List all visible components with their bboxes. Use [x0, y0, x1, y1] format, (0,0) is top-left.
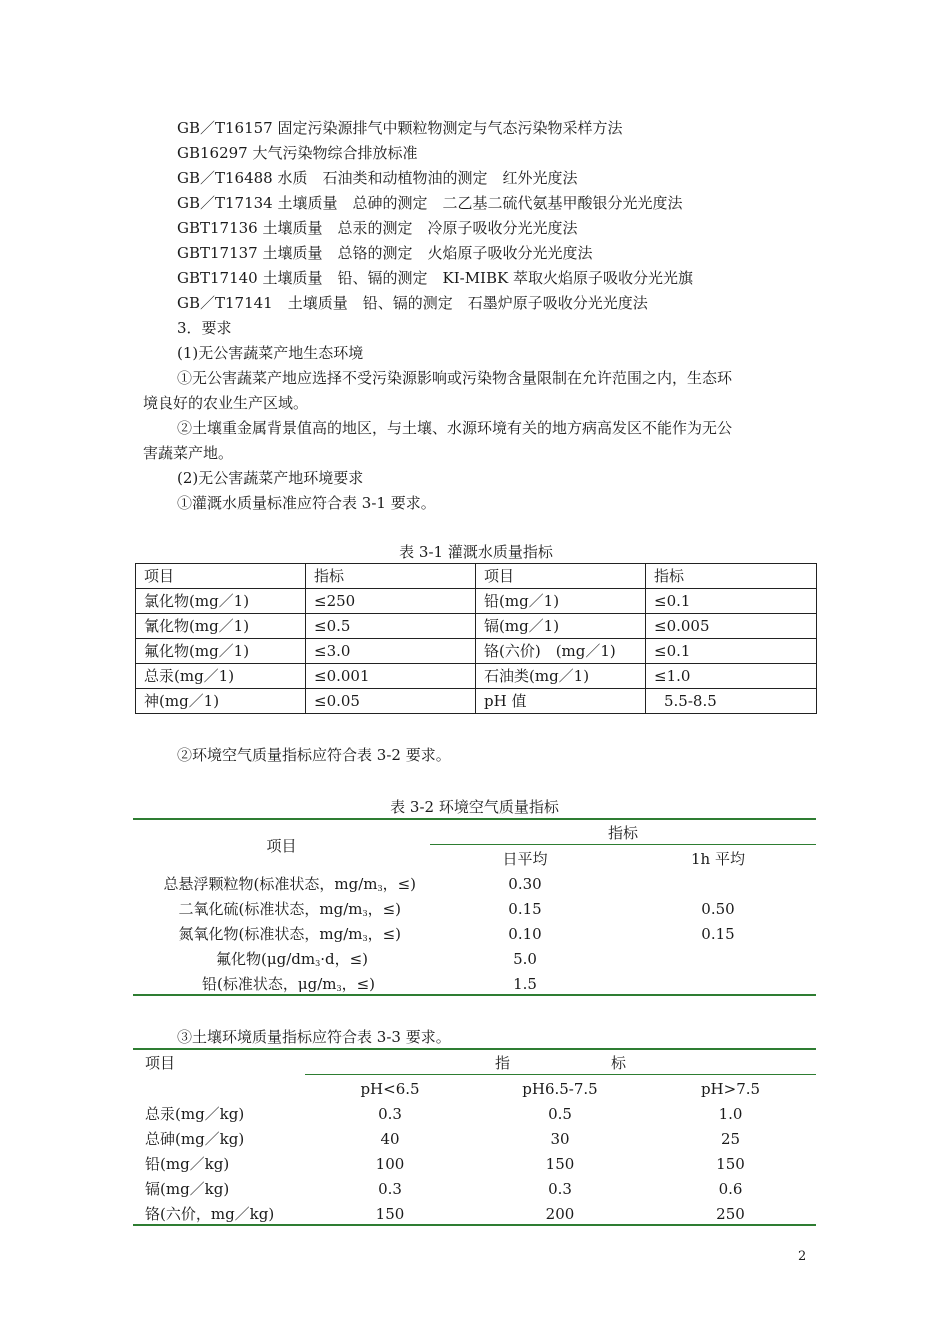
table-row-label: 总汞(mg／kg) — [145, 1105, 245, 1123]
table-row-label: 镉(mg／kg) — [145, 1180, 230, 1198]
table-cell: 0.3 — [378, 1105, 402, 1123]
standard-item: GB16297 大气污染物综合排放标准 — [177, 144, 418, 162]
paragraph-line: 境良好的农业生产区域。 — [143, 394, 309, 412]
air-quality-table — [133, 818, 816, 998]
table-cell: 石油类(mg／1) — [476, 664, 646, 689]
table-cell: 150 — [716, 1155, 745, 1173]
table-cell: 镉(mg／1) — [476, 614, 646, 639]
table-cell: 200 — [545, 1205, 575, 1223]
table-cell: 铬(六价) (mg／1) — [476, 639, 646, 664]
water-quality-table — [135, 563, 817, 714]
standard-item: GB／T16488 水质 石油类和动植物油的测定 红外光度法 — [177, 169, 578, 187]
table-cell: ≤250 — [306, 589, 476, 614]
table-row-label: 总砷(mg／kg) — [145, 1130, 245, 1148]
table-row-label: 氮氧化物(标准状态，$mg/m^3$，≤) — [178, 925, 401, 943]
table-row-label: 总悬浮颗粒物(标准状态，$mg/m^3$，≤) — [163, 875, 416, 893]
paragraph-line: ③土壤环境质量指标应符合表 3-3 要求。 — [177, 1028, 451, 1046]
table-cell: ≤0.001 — [306, 664, 476, 689]
standard-item: GBT17136 土壤质量 总汞的测定 冷原子吸收分光光度法 — [177, 219, 578, 237]
table-cell: 0.5 — [548, 1105, 572, 1123]
subsection-heading: (2)无公害蔬菜产地环境要求 — [177, 469, 364, 487]
standard-item: GB／T17134 土壤质量 总砷的测定 二乙基二硫代氨基甲酸银分光光度法 — [177, 194, 683, 212]
table-cell: 100 — [375, 1155, 405, 1173]
table-header-row — [136, 564, 817, 589]
table-cell: 250 — [716, 1205, 745, 1223]
column-header-item: 项目 — [145, 1054, 176, 1072]
table-cell: 0.3 — [548, 1180, 572, 1198]
table-cell: 0.30 — [508, 875, 542, 893]
table-mid-rule — [430, 844, 816, 845]
table-bottom-rule — [133, 1224, 816, 1226]
header-cell: 项目 — [136, 564, 306, 589]
standard-item: GBT17137 土壤质量 总铬的测定 火焰原子吸收分光光度法 — [177, 244, 593, 262]
table-cell: ≤0.005 — [646, 614, 817, 639]
paragraph-line: ①灌溉水质量标准应符合表 3-1 要求。 — [177, 494, 436, 512]
table-row-label: 铅(标准状态，$\mu g/m^3$，≤) — [202, 975, 375, 993]
table-cell: 神(mg／1) — [136, 689, 306, 714]
page-number: 2 — [798, 1249, 807, 1264]
standard-item: GB／T17141 土壤质量 铅、镉的测定 石墨炉原子吸收分光光度法 — [177, 294, 648, 312]
ph-value: 5.5-8.5 — [664, 692, 717, 710]
table-cell: ≤0.5 — [306, 614, 476, 639]
table-cell: pH 值 — [476, 689, 646, 714]
column-header-hourly: 1h 平均 — [691, 850, 745, 868]
table-row-label: 铬(六价，mg／kg) — [145, 1205, 275, 1223]
header-cell: 指标 — [306, 564, 476, 589]
column-group-header: 标 — [611, 1054, 627, 1072]
table-caption: 表 3-1 灌溉水质量指标 — [399, 543, 553, 561]
soil-quality-table — [133, 1048, 816, 1230]
table-top-rule — [133, 818, 816, 820]
table-row — [136, 689, 817, 714]
column-header: pH<6.5 — [360, 1080, 420, 1098]
column-group-header: 指 — [495, 1054, 511, 1072]
table-row — [136, 614, 817, 639]
table-row-label: 铅(mg／kg) — [145, 1155, 230, 1173]
table-cell: ≤0.1 — [646, 589, 817, 614]
subsection-heading: (1)无公害蔬菜产地生态环境 — [177, 344, 364, 362]
column-header: pH6.5-7.5 — [522, 1080, 598, 1098]
table-cell: 150 — [375, 1205, 405, 1223]
table-cell: 0.50 — [701, 900, 735, 918]
table-cell: 总汞(mg／1) — [136, 664, 306, 689]
standard-item: GBT17140 土壤质量 铅、镉的测定 KI-MIBK 萃取火焰原子吸收分光光旗 — [177, 269, 693, 287]
table-row — [136, 639, 817, 664]
table-cell: 40 — [380, 1130, 400, 1148]
table-cell: 0.10 — [508, 925, 542, 943]
table-cell: 5.0 — [513, 950, 537, 968]
table-cell: ≤0.1 — [646, 639, 817, 664]
header-cell: 项目 — [476, 564, 646, 589]
table-cell: 0.15 — [508, 900, 542, 918]
table-cell: ≤3.0 — [306, 639, 476, 664]
paragraph-line: ②环境空气质量指标应符合表 3-2 要求。 — [177, 746, 451, 764]
table-cell: 25 — [720, 1130, 741, 1148]
table-mid-rule — [305, 1074, 816, 1075]
column-header: pH>7.5 — [700, 1080, 761, 1098]
table-cell: 30 — [550, 1130, 570, 1148]
table-cell: 铅(mg／1) — [476, 589, 646, 614]
table-cell: ≤1.0 — [646, 664, 817, 689]
table-caption: 表 3-2 环境空气质量指标 — [390, 798, 559, 816]
table-row-label: 二氧化硫(标准状态，$mg/m^3$，≤) — [178, 900, 401, 918]
table-cell: 0.3 — [378, 1180, 402, 1198]
table-cell: 氯化物(mg／1) — [136, 589, 306, 614]
table-cell: ≤0.05 — [306, 689, 476, 714]
table-cell: 1.0 — [718, 1105, 743, 1123]
table-cell: 氰化物(mg／1) — [136, 614, 306, 639]
table-row — [136, 664, 817, 689]
table-cell: 150 — [545, 1155, 575, 1173]
table-cell: 0.15 — [701, 925, 735, 943]
standard-item: GB／T16157 固定污染源排气中颗粒物测定与气态污染物采样方法 — [177, 119, 623, 137]
table-row — [136, 589, 817, 614]
paragraph-line: 害蔬菜产地。 — [143, 444, 234, 462]
section-heading: 3．要求 — [177, 319, 232, 337]
column-header-daily: 日平均 — [502, 850, 548, 868]
column-group-header: 指标 — [607, 824, 638, 842]
header-cell: 指标 — [646, 564, 817, 589]
table-cell: 0.6 — [718, 1180, 743, 1198]
paragraph-line: ②土壤重金属背景值高的地区，与土壤、水源环境有关的地方病高发区不能作为无公 — [177, 419, 733, 437]
table-cell: 氟化物(mg／1) — [136, 639, 306, 664]
paragraph-line: ①无公害蔬菜产地应选择不受污染源影响或污染物含量限制在允许范围之内，生态环 — [177, 369, 733, 387]
table-cell — [646, 689, 817, 714]
table-top-rule — [133, 1048, 816, 1050]
table-cell: 1.5 — [513, 975, 537, 993]
table-row-label: 氟化物($\mu g/dm^3\cdot d$，≤) — [216, 950, 368, 968]
column-header-item: 项目 — [266, 837, 297, 855]
